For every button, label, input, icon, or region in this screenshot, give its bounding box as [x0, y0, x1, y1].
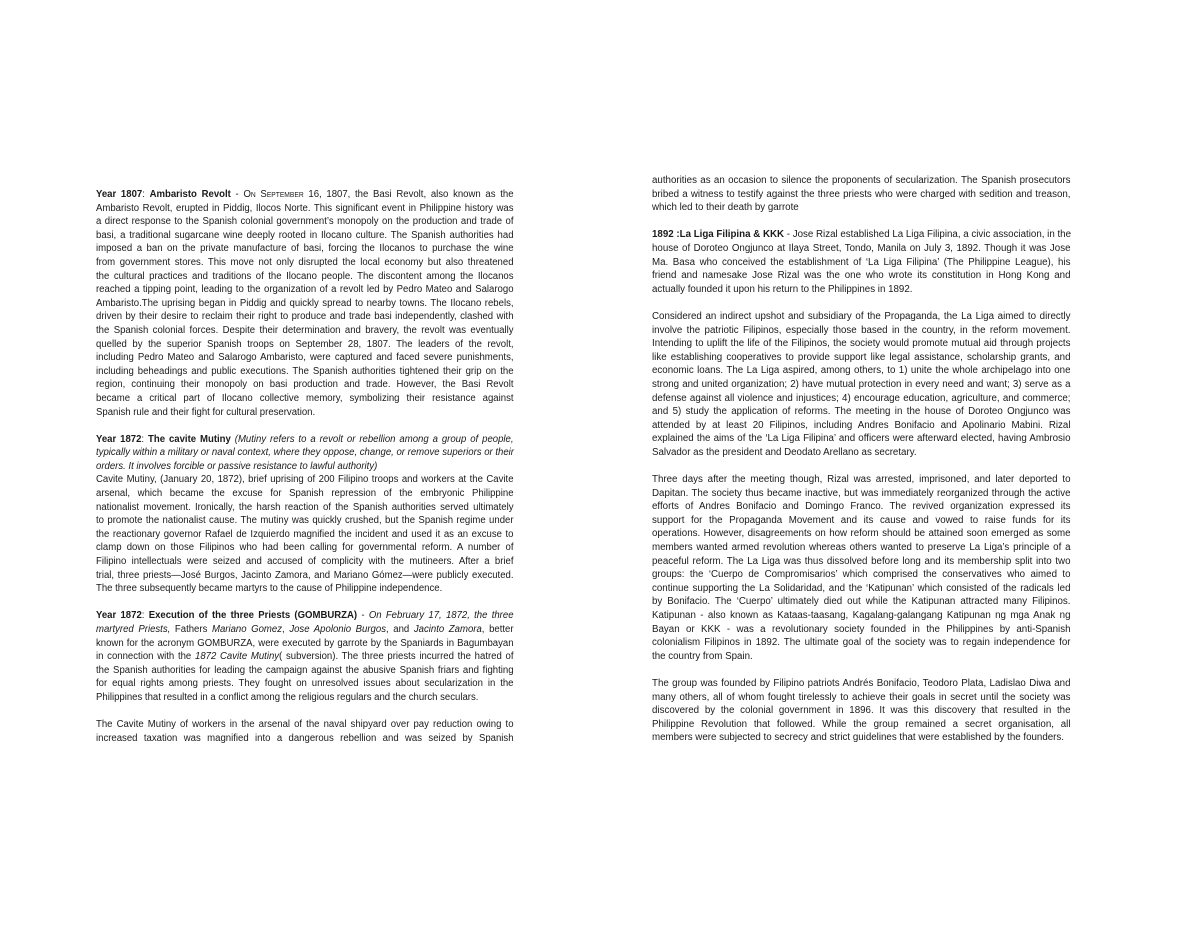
text-run: Cavite Mutiny, (January 20, 1872), brief uprising of 200 Filipino troops and workers at the Cavite	[96, 474, 514, 486]
text-line	[96, 406, 514, 420]
text-line	[96, 392, 514, 406]
italic-text: Jose Apolonio Burgos	[289, 624, 386, 635]
line-content	[652, 324, 1071, 338]
line-content	[652, 364, 1071, 378]
text-line	[96, 664, 514, 678]
line-content	[652, 568, 1071, 582]
line-content	[96, 297, 514, 311]
text-line	[652, 310, 1071, 324]
text-line	[652, 718, 1071, 732]
italic-text: martyred Priests,	[96, 624, 171, 635]
line-content	[96, 582, 442, 596]
text-run: Filipino intellectuals were seized and accused of complicity with the mutineers. After a brief	[96, 556, 514, 568]
line-content	[96, 691, 478, 705]
line-content	[96, 202, 514, 216]
text-run: The three subsequently became martyrs to the cause of Philippine independence.	[96, 583, 443, 595]
text-line	[652, 555, 1071, 569]
text-line	[652, 324, 1071, 338]
line-content	[96, 650, 514, 664]
text-run: the country from Spain.	[652, 650, 753, 662]
paragraph	[652, 174, 1071, 215]
text-line	[96, 338, 514, 352]
line-content	[652, 514, 1071, 528]
text-run: known for the acronym GOMBURZA, were executed by garrote by the Spaniards in Bagumbayan	[96, 637, 514, 649]
text-run: authorities as an occasion to silence the proponents of secularization. The Spanish prosecutors	[652, 175, 1071, 186]
text-run: arsenal, which became the excuse for Spanish repression of the embryonic Philippine	[96, 488, 514, 500]
text-line	[96, 528, 514, 542]
text-line	[652, 378, 1071, 392]
line-content	[96, 270, 514, 284]
text-line	[652, 541, 1071, 555]
text-line	[652, 677, 1071, 691]
text-run: Salvador as the president and Deodato Arellano as secretary.	[652, 446, 917, 458]
text-line	[96, 732, 514, 746]
text-run: colonialism Filipinos in 1892. The ultimate goal of the society was to regain independence for	[652, 637, 1071, 649]
italic-text: 1872 Cavite Mutiny	[194, 651, 280, 663]
text-run: nationalist movement. Ironically, the harsh reaction of the Spanish authorities served ultimately	[96, 501, 514, 513]
bold-text: The cavite Mutiny	[148, 433, 231, 445]
line-content	[652, 337, 1071, 351]
text-run: including Pedro Mateo and Salarogo Ambaristo, were captured and faced severe punishments,	[96, 352, 514, 364]
text-line	[652, 623, 1071, 637]
text-run: from government stores. This move not only disrupted the local economy but also threatened	[96, 256, 514, 268]
text-line	[652, 473, 1071, 487]
line-content	[96, 365, 514, 379]
text-line	[652, 405, 1071, 419]
text-line	[652, 446, 1071, 460]
text-run: friend and namesake Jose Rizal was the one who wrote its constitution in Hong Kong and	[652, 270, 1071, 282]
text-run: which led to their death by garrote	[652, 202, 799, 214]
line-content	[96, 473, 514, 487]
text-line	[652, 174, 1071, 188]
bold-text: Year 1872	[96, 610, 142, 622]
text-run: -	[357, 610, 369, 622]
text-run: clamp down on those Filipinos who had been calling for governmental reform. A number of	[96, 542, 514, 554]
line-content	[652, 242, 1071, 256]
text-run: Considered an indirect upshot and subsidiary of the Propaganda, the La Liga aimed to directly	[652, 310, 1071, 322]
small-caps-text: On September	[243, 189, 304, 200]
text-line	[96, 324, 514, 338]
line-content	[96, 569, 514, 583]
text-line	[652, 595, 1071, 609]
text-run: Katipunan - also known as Kataas-taasang, Kagalang-galangang Katipunan ng mga Anak ng	[652, 610, 1071, 621]
text-run: the cultural practices and traditions of the Ilocano people. The discontent among the Ilocanos	[96, 270, 514, 282]
left-column	[96, 188, 514, 745]
line-content	[96, 215, 514, 229]
right-column	[652, 174, 1071, 745]
text-line	[652, 582, 1071, 596]
text-run: for equal rights among priests. They fought on unresolved issues about secularization in the	[96, 678, 514, 690]
line-content	[96, 256, 514, 270]
text-run: :	[142, 189, 150, 200]
text-run: Philippine Revolution that followed. While the group remained a secret organisation, all	[652, 718, 1071, 730]
text-line	[652, 704, 1071, 718]
line-content	[652, 378, 1071, 392]
line-content	[652, 432, 1071, 446]
line-content	[652, 582, 1071, 596]
line-content	[96, 555, 514, 569]
line-content	[652, 731, 1064, 745]
text-run: -	[230, 189, 244, 200]
text-run: house of Doroteo Ongjunco at Ilaya Street, Tondo, Manila on July 3, 1892. Though it was Jose	[652, 242, 1071, 254]
text-line	[652, 256, 1071, 270]
italic-text: orders. It involves forcible or passive resistance to lawful authority)	[96, 460, 378, 472]
line-content	[96, 310, 514, 324]
text-line	[96, 256, 514, 270]
text-line	[96, 365, 514, 379]
text-run: economic loans. The La Liga aspired, among others, to 1) unite the whole archipelago into one	[652, 365, 1071, 377]
text-line	[652, 242, 1071, 256]
paragraph	[652, 473, 1071, 663]
line-content	[96, 732, 514, 746]
paragraph	[652, 677, 1071, 745]
text-line	[96, 487, 514, 501]
line-content	[96, 487, 514, 501]
line-content	[96, 460, 377, 474]
line-content	[652, 650, 753, 664]
text-line	[652, 487, 1071, 501]
text-run: Ma. Basa who conceived the establishment of ‘La Liga Filipina’ (The Philippine League), his	[652, 256, 1071, 268]
text-line	[96, 541, 514, 555]
bold-text: Year 1872	[96, 433, 142, 445]
line-content	[96, 351, 514, 365]
text-run: like establishing cooperatives to provide support like legal assistance, scholarship grants, and	[652, 351, 1071, 363]
text-run: by Bonifacio. The ‘Cuerpo’ ultimately died out while the Katipunan attracted many Filipinos.	[652, 596, 1071, 608]
text-line	[652, 351, 1071, 365]
text-line	[96, 582, 514, 596]
paragraph	[96, 473, 514, 595]
line-content	[96, 378, 514, 392]
text-run: discovered by the colonial government in 1896. It was this discovery that resulted in the	[652, 705, 1071, 717]
text-run: Bayan or KKK - was a revolutionary society founded in the Philippines by anti-Spanish	[652, 623, 1071, 635]
line-content	[652, 487, 1071, 501]
paragraph	[652, 310, 1071, 460]
italic-text: Mariano Gomez	[211, 624, 283, 635]
text-line	[96, 283, 514, 297]
text-run: The group was founded by Filipino patriots Andrés Bonifacio, Teodoro Plata, Ladislao Diwa and	[652, 677, 1071, 689]
line-content	[652, 201, 799, 215]
text-run: the reactionary governor Rafael de Izquierdo magnified the incident and used it as an excuse to	[96, 528, 514, 540]
text-run: including beheadings and public executions. The Spanish authorities tightened their grip on the	[96, 365, 514, 377]
text-line	[652, 337, 1071, 351]
text-line	[652, 650, 1071, 664]
text-run: defense against all violence and injustices; 4) encourage education, agriculture, and commerce;	[652, 392, 1071, 404]
text-run: The Cavite Mutiny of workers in the arsenal of the naval shipyard over pay reduction owing to	[96, 719, 514, 731]
text-line	[96, 351, 514, 365]
text-run: explained the aims of the ‘La Liga Filipina’ and officers were afterward elected, having Ambrosio	[652, 433, 1071, 445]
text-run: :	[141, 610, 149, 622]
text-run: ,	[282, 624, 290, 635]
line-content	[96, 541, 514, 555]
line-content	[96, 242, 514, 256]
line-content	[96, 283, 514, 297]
line-content	[652, 446, 917, 460]
line-content	[96, 406, 315, 420]
text-run: region, continuing their monopoly on basi production and trade. However, the Basi Revolt	[96, 379, 514, 391]
paragraph	[96, 433, 514, 474]
text-run: quelled by the superior Spanish troops on September 28, 1807. The leaders of the revolt,	[96, 338, 514, 350]
text-run: reached a tipping point, leading to the organization of a revolt led by Pedro Mateo and Salarogo	[96, 284, 514, 296]
text-run: became a critical part of Ilocano collective memory, symbolizing their resistance against	[96, 392, 514, 404]
line-content	[96, 664, 514, 678]
text-run: driven by their desire to reclaim their right to produce and trade basi independently, clashed with	[96, 311, 514, 323]
line-content	[652, 609, 1071, 623]
text-line	[652, 500, 1071, 514]
bold-text: Ambaristo Revolt	[149, 189, 231, 200]
text-line	[96, 433, 514, 447]
text-line	[96, 229, 514, 243]
line-content	[652, 188, 1071, 202]
text-run: groups: the ‘Cuerpo de Compromisarios’ which comprised the conservatives who aimed to	[652, 569, 1071, 581]
text-run: Dapitan. The society thus became inactive, but was immediately reorganized through the active	[652, 487, 1071, 499]
line-content	[96, 501, 514, 515]
line-content	[652, 405, 1071, 419]
text-line	[652, 364, 1071, 378]
line-content	[652, 555, 1071, 569]
line-content	[652, 310, 1071, 324]
text-line	[96, 270, 514, 284]
text-line	[96, 718, 514, 732]
line-content	[652, 419, 1071, 433]
italic-text: typically within a military or naval context, where they oppose, change, or remove superiors or their	[96, 447, 514, 459]
line-content	[652, 473, 1071, 487]
text-run: basi, a traditional sugarcane wine deeply rooted in Ilocano culture. The Spanish authorities had	[96, 229, 514, 241]
paragraph	[96, 188, 514, 419]
line-content	[652, 677, 1071, 691]
line-content	[652, 228, 1071, 242]
italic-text: (Mutiny refers to a revolt or rebellion among a group of people,	[234, 433, 514, 445]
text-line	[652, 609, 1071, 623]
line-content	[96, 324, 514, 338]
text-run: members were subjected to secrecy and strict guidelines that were established by the founders.	[652, 732, 1064, 744]
line-content	[96, 229, 514, 243]
text-line	[652, 514, 1071, 528]
line-content	[96, 718, 514, 732]
text-line	[96, 215, 514, 229]
text-run: members wanted armed revolution whereas others wanted to preserve La Liga’s principle of a	[652, 542, 1071, 554]
text-line	[652, 691, 1071, 705]
text-line	[96, 569, 514, 583]
text-run: Ambaristo.The uprising began in Piddig and quickly spread to nearby towns. The Ilocano rebels,	[96, 297, 514, 309]
text-run: actually founded it upon his return to the Philippines in 1892.	[652, 283, 913, 295]
bold-text: 1892 :La Liga Filipina & KKK	[652, 229, 785, 241]
line-content	[96, 677, 514, 691]
text-line	[652, 188, 1071, 202]
text-run: imposed a ban on the private manufacture of basi, forcing the Ilocanos to purchase the wine	[96, 243, 514, 255]
text-line	[96, 378, 514, 392]
line-content	[652, 392, 1071, 406]
line-content	[652, 718, 1071, 732]
text-line	[96, 677, 514, 691]
text-line	[652, 228, 1071, 242]
text-run: Spanish rule and their fight for cultural preservation.	[96, 406, 316, 418]
text-run: peaceful reform. The La Liga was thus dissolved before long and its membership split into two	[652, 555, 1071, 567]
text-run: Three days after the meeting though, Rizal was arrested, imprisoned, and later deported to	[652, 474, 1071, 486]
line-content	[96, 528, 514, 542]
text-line	[652, 269, 1071, 283]
italic-text: Jacinto Zamora	[413, 624, 482, 635]
text-run: Fathers	[170, 624, 212, 635]
line-content	[652, 256, 1071, 270]
text-run: Ambaristo Revolt, erupted in Piddig, Ilocos Norte. This significant event in Philippine history was	[96, 202, 514, 214]
text-line	[96, 188, 514, 202]
line-content	[96, 446, 514, 460]
line-content	[652, 595, 1071, 609]
text-line	[96, 446, 514, 460]
line-content	[652, 636, 1071, 650]
text-run: efforts of Andres Bonifacio and Domingo Franco. The revived organization expressed its	[652, 501, 1071, 513]
text-line	[652, 636, 1071, 650]
text-line	[652, 419, 1071, 433]
line-content	[652, 691, 1071, 705]
line-content	[96, 392, 514, 406]
text-run: attended by at least 20 Filipinos, including Andres Bonifacio and Apolinario Mabini. Rizal	[652, 419, 1071, 431]
text-run: involve the patriotic Filipinos, especially those based in the country, in the reform movement.	[652, 324, 1071, 336]
text-line	[96, 297, 514, 311]
line-content	[652, 351, 1071, 365]
paragraph	[96, 718, 514, 745]
italic-text: On February 17, 1872, the three	[368, 610, 514, 622]
line-content	[96, 623, 514, 637]
text-run: , and	[385, 624, 414, 635]
text-run: a direct response to the Spanish colonial government’s monopoly on the production and trade of	[96, 216, 514, 228]
text-run: to promote the nationalist cause. The mutiny was quickly crushed, but the Spanish regime under	[96, 515, 514, 527]
paragraph	[652, 228, 1071, 296]
text-line	[96, 555, 514, 569]
text-run: operations. However, disagreements on how reform should be attained soon emerged as some	[652, 528, 1071, 540]
text-line	[652, 568, 1071, 582]
text-line	[96, 310, 514, 324]
text-run: the Spanish colonial forces. Despite their determination and bravery, the revolt was eventually	[96, 324, 514, 336]
text-run: and 5) study the application of reforms. The meeting in the house of Doroteo Ongjunco was	[652, 406, 1071, 418]
line-content	[96, 609, 514, 623]
line-content	[96, 637, 514, 651]
text-line	[96, 460, 514, 474]
text-line	[96, 691, 514, 705]
line-content	[652, 623, 1071, 637]
line-content	[652, 174, 1071, 188]
text-line	[96, 637, 514, 651]
text-line	[652, 432, 1071, 446]
paragraph	[96, 609, 514, 704]
text-run: support for the Propaganda Movement and its cause and vowed to raise funds for its	[652, 514, 1071, 526]
bold-text: Execution of the three Priests (GOMBURZA)	[148, 610, 358, 622]
text-line	[96, 514, 514, 528]
line-content	[96, 433, 514, 447]
line-content	[652, 541, 1071, 555]
text-line	[96, 623, 514, 637]
text-run: 16, 1807, the Basi Revolt, also known as the	[303, 189, 514, 200]
text-run: , better	[481, 624, 514, 635]
line-content	[96, 338, 514, 352]
text-run: :	[141, 433, 149, 445]
text-run: Intending to uplift the life of the Filipinos, the society would promote mutual aid through projects	[652, 338, 1071, 350]
text-run: - Jose Rizal established La Liga Filipina, a civic association, in the	[784, 229, 1071, 241]
text-line	[652, 392, 1071, 406]
text-run: bribed a witness to testify against the three priests who were charged with sedition and treason,	[652, 188, 1071, 200]
line-content	[652, 527, 1071, 541]
text-run: many others, all of whom fought tirelessly to achieve their goals in secret until the society was	[652, 691, 1071, 703]
text-run: Philippines that resulted in a conflict among the religious regulars and the church seculars.	[96, 691, 479, 703]
text-run: trial, three priests—José Burgos, Jacinto Zamora, and Mariano Gómez—were publicly executed.	[96, 569, 514, 581]
text-line	[96, 242, 514, 256]
text-run: ( subversion). The three priests incurred the hatred of	[279, 651, 514, 663]
text-line	[652, 201, 1071, 215]
text-run: in connection with the	[96, 651, 195, 663]
text-line	[96, 473, 514, 487]
text-run: continue supporting the La Solidaridad, and the ‘Katipunan’ which consisted of the radicals led	[652, 582, 1071, 594]
line-content	[652, 704, 1071, 718]
line-content	[652, 500, 1071, 514]
text-line	[652, 283, 1071, 297]
line-content	[652, 269, 1071, 283]
text-line	[96, 650, 514, 664]
line-content	[652, 283, 912, 297]
text-line	[652, 731, 1071, 745]
text-run: increased taxation was magnified into a dangerous rebellion and was seized by Spanish	[96, 732, 514, 744]
text-run: the Spanish authorities for leading the campaign against the abusive Spanish friars and fighting	[96, 664, 514, 676]
line-content	[96, 514, 514, 528]
bold-text: Year 1807	[96, 189, 143, 200]
text-line	[96, 609, 514, 623]
text-run: strong and united organization; 2) have mutual protection in every need and want; 3) serve as a	[652, 378, 1071, 390]
text-line	[96, 501, 514, 515]
line-content	[96, 188, 514, 202]
text-line	[96, 202, 514, 216]
text-line	[652, 527, 1071, 541]
